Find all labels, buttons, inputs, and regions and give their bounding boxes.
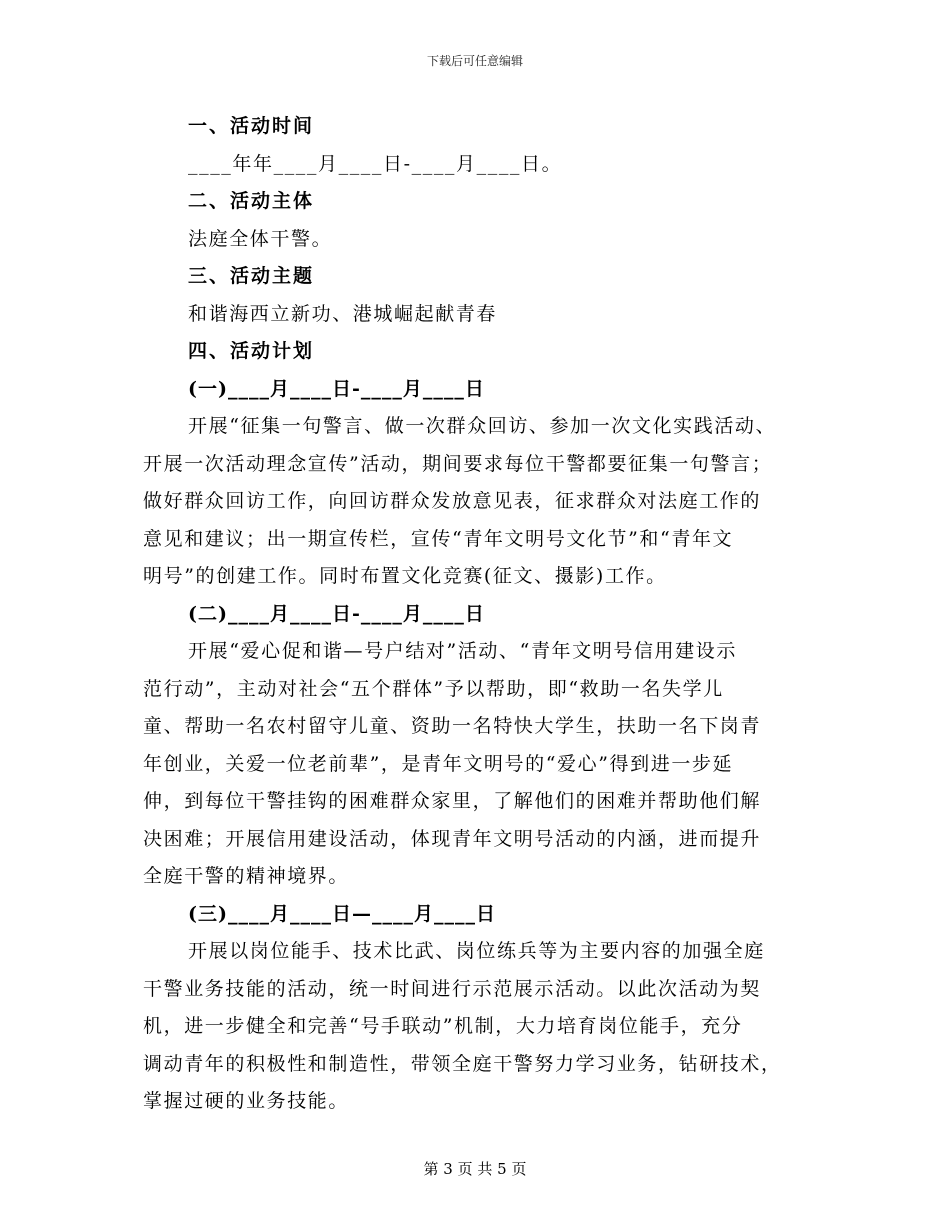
page-number: 第 3 页 共 5 页 <box>423 1160 527 1178</box>
paragraph-line: 全庭干警的精神境界。 <box>143 865 350 887</box>
paragraph-line: 伸，到每位干警挂钩的困难群众家里，了解他们的困难并帮助他们解 <box>143 790 762 812</box>
paragraph-line: 做好群众回访工作，向回访群众发放意见表，征求群众对法庭工作的 <box>143 490 762 512</box>
section-heading-subject: 二、活动主体 <box>188 190 315 212</box>
plan-phase-2-title: (二)____月____日-____月____日 <box>188 602 485 625</box>
section-text-subject: 法庭全体干警。 <box>188 227 333 250</box>
paragraph-line: 开展“征集一句警言、做一次群众回访、参加一次文化实践活动、 <box>188 415 777 437</box>
plan-phase-3-title: (三)____月____日—____月____日 <box>188 902 496 925</box>
plan-phase-1-title: (一)____月____日-____月____日 <box>188 377 485 400</box>
paragraph-line: 机，进一步健全和完善“号手联动”机制，大力培育岗位能手，充分 <box>143 1015 743 1037</box>
section-heading-theme: 三、活动主题 <box>188 265 315 287</box>
paragraph-line: 明号”的创建工作。同时布置文化竞赛(征文、摄影)工作。 <box>143 565 667 587</box>
document-body <box>143 108 813 1121</box>
paragraph-line: 童、帮助一名农村留守儿童、资助一名特快大学生，扶助一名下岗青 <box>143 715 762 737</box>
paragraph-line: 干警业务技能的活动，统一时间进行示范展示活动。以此次活动为契 <box>143 977 762 1000</box>
paragraph-line: 意见和建议；出一期宣传栏，宣传“青年文明号文化节”和“青年文 <box>143 527 734 550</box>
page-header-note: 下载后可任意编辑 <box>426 54 523 68</box>
section-text-theme: 和谐海西立新功、港城崛起献青春 <box>188 302 498 325</box>
paragraph-line: 开展“爱心促和谐—号户结对”活动、“青年文明号信用建设示 <box>188 640 737 662</box>
section-heading-time: 一、活动时间 <box>188 115 315 137</box>
paragraph-line: 开展一次活动理念宣传”活动，期间要求每位干警都要征集一句警言； <box>143 452 773 475</box>
paragraph-line: 开展以岗位能手、技术比武、岗位练兵等为主要内容的加强全庭 <box>188 940 765 962</box>
section-text-time: ____年年____月____日-____月____日。 <box>188 152 563 175</box>
section-heading-plan: 四、活动计划 <box>188 340 315 362</box>
paragraph-line: 年创业，关爱一位老前辈”，是青年文明号的“爱心”得到进一步延 <box>143 752 734 775</box>
paragraph-line: 决困难；开展信用建设活动，体现青年文明号活动的内涵，进而提升 <box>143 827 762 850</box>
paragraph-line: 掌握过硬的业务技能。 <box>143 1090 350 1112</box>
paragraph-line: 调动青年的积极性和制造性，带领全庭干警努力学习业务，钻研技术， <box>143 1052 782 1075</box>
paragraph-line: 范行动”，主动对社会“五个群体”予以帮助，即“救助一名失学儿 <box>143 677 724 700</box>
